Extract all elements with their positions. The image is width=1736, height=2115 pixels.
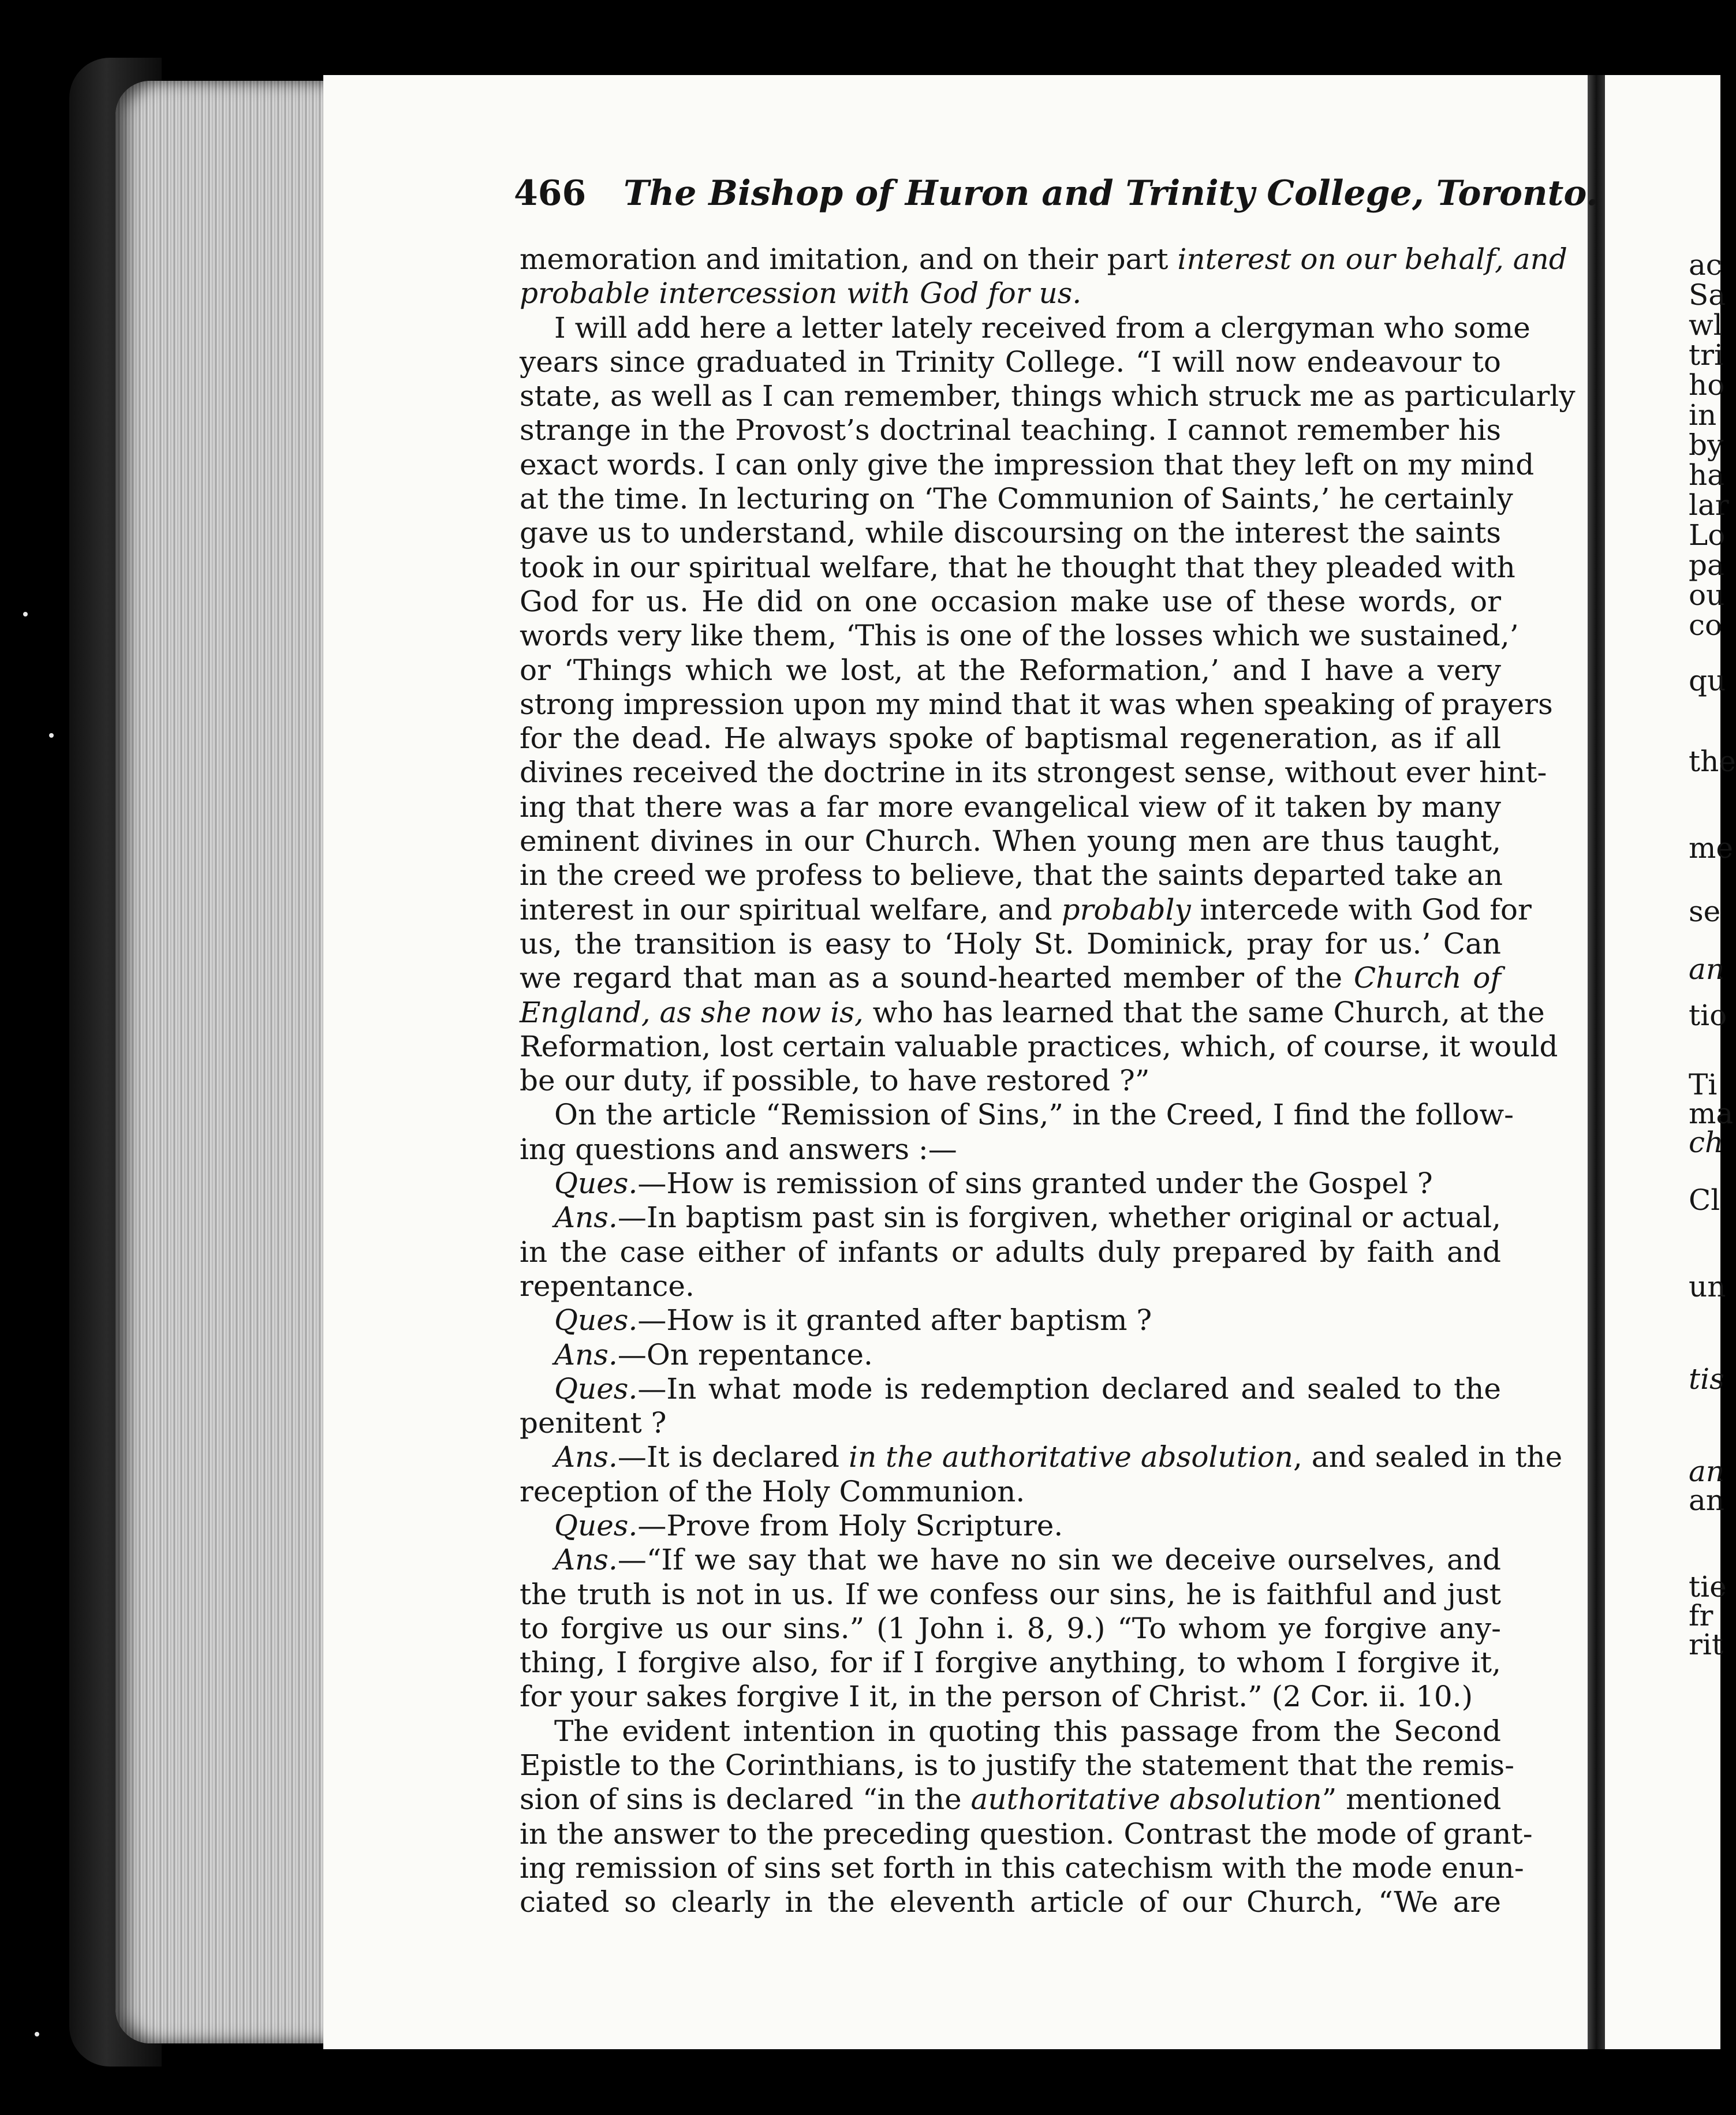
- right-page-fragment: tis: [1689, 1362, 1724, 1396]
- right-page-fragment: an: [1689, 1455, 1725, 1488]
- right-page-fragment: me: [1689, 831, 1734, 865]
- right-page-fragment: co: [1689, 608, 1723, 642]
- right-page-fragment: tio: [1689, 999, 1727, 1032]
- right-page-fragment: ma: [1689, 1097, 1734, 1130]
- text-line: Ques.—In what mode is redemption declared and sealed to the: [554, 1372, 1501, 1406]
- text-line: Ans.—On repentance.: [554, 1337, 873, 1372]
- text-line: ing questions and answers :—: [520, 1132, 957, 1166]
- text-line: The evident intention in quoting this passage from the Second: [554, 1714, 1501, 1748]
- right-page-fragment: ou: [1689, 578, 1725, 612]
- text-line: took in our spiritual welfare, that he thought that they pleaded with: [520, 550, 1515, 584]
- right-page-fragment: by: [1689, 428, 1724, 462]
- right-page-fragment: an: [1689, 952, 1725, 986]
- right-page-fragment: se: [1689, 895, 1721, 928]
- text-line: interest in our spiritual welfare, and probably intercede with God for: [520, 892, 1532, 926]
- text-line: reception of the Holy Communion.: [520, 1474, 1025, 1508]
- text-line: words very like them, ‘This is one of the losses which we sustained,’: [520, 619, 1519, 653]
- text-line: ing that there was a far more evangelical view of it taken by many: [520, 790, 1501, 824]
- text-line: in the answer to the preceding question. Contrast the mode of grant-: [520, 1817, 1533, 1851]
- scan-speck: [49, 733, 54, 738]
- right-page-fragment: ac: [1689, 248, 1722, 282]
- text-line: in the case either of infants or adults duly prepared by faith and: [520, 1235, 1501, 1269]
- text-line: exact words. I can only give the impression that they left on my mind: [520, 447, 1535, 481]
- right-page-fragment: ho: [1689, 368, 1725, 402]
- right-page-fragment: fr: [1689, 1599, 1713, 1632]
- right-page-fragment: Cl: [1689, 1183, 1720, 1217]
- right-page-fragment: un: [1689, 1270, 1726, 1303]
- text-line: the truth is not in us. If we confess our sins, he is faithful and just: [520, 1577, 1501, 1611]
- text-line: On the article “Remission of Sins,” in the Creed, I find the follow-: [554, 1098, 1514, 1132]
- text-line: for your sakes forgive I it, in the person of Christ.” (2 Cor. ii. 10.): [520, 1680, 1473, 1714]
- text-line: strange in the Provost’s doctrinal teaching. I cannot remember his: [520, 413, 1501, 447]
- text-line: Ques.—Prove from Holy Scripture.: [554, 1508, 1063, 1542]
- text-line: state, as well as I can remember, things which struck me as particularly: [520, 379, 1576, 413]
- page-number: 466: [514, 173, 587, 214]
- right-page-fragment: Lo: [1689, 518, 1726, 552]
- right-page-fragment: Sa: [1689, 278, 1726, 312]
- text-line: to forgive us our sins.” (1 John i. 8, 9.) “To whom ye forgive any-: [520, 1611, 1501, 1645]
- right-page-fragment: Ti: [1689, 1068, 1718, 1101]
- right-page-fragment: in: [1689, 398, 1717, 432]
- right-page-fragment: tri: [1689, 338, 1723, 372]
- text-line: be our duty, if possible, to have restored ?”: [520, 1064, 1150, 1098]
- page-header: [514, 173, 1599, 225]
- text-line: Ans.—It is declared in the authoritative absolution, and sealed in the: [554, 1440, 1563, 1474]
- scan-speck: [23, 612, 28, 616]
- right-page-fragment: ha: [1689, 458, 1725, 492]
- text-line: ing remission of sins set forth in this catechism with the mode enun-: [520, 1851, 1524, 1885]
- right-page-fragment: ch: [1689, 1126, 1724, 1159]
- right-page-fragment: lar: [1689, 488, 1729, 522]
- text-line: God for us. He did on one occasion make use of these words, or: [520, 584, 1501, 618]
- text-line: probable intercession with God for us.: [520, 276, 1082, 311]
- text-line: strong impression upon my mind that it was when speaking of prayers: [520, 687, 1553, 721]
- text-line: we regard that man as a sound-hearted member of the Church of: [520, 961, 1501, 995]
- right-page-fragment: rit: [1689, 1628, 1723, 1661]
- text-line: eminent divines in our Church. When young men are thus taught,: [520, 824, 1501, 858]
- page-block-edge: [115, 81, 335, 2043]
- text-line: in the creed we profess to believe, that the saints departed take an: [520, 858, 1503, 892]
- right-page-fragment: the: [1689, 745, 1736, 778]
- right-page-fragment: an: [1689, 1484, 1725, 1517]
- text-line: Ques.—How is it granted after baptism ?: [554, 1303, 1152, 1337]
- right-page-fragment: tie: [1689, 1570, 1727, 1604]
- text-line: memoration and imitation, and on their part interest on our behalf, and: [520, 242, 1567, 276]
- text-line: sion of sins is declared “in the authoritative absolution” mentioned: [520, 1783, 1502, 1817]
- text-line: gave us to understand, while discoursing on the interest the saints: [520, 516, 1501, 550]
- text-line: penitent ?: [520, 1406, 667, 1440]
- text-line: Ans.—“If we say that we have no sin we deceive ourselves, and: [554, 1543, 1501, 1577]
- text-line: for the dead. He always spoke of baptismal regeneration, as if all: [520, 722, 1501, 756]
- text-line: Epistle to the Corinthians, is to justify the statement that the remis-: [520, 1748, 1515, 1783]
- right-page-fragment: wl: [1689, 308, 1723, 342]
- book-gutter: [1588, 75, 1605, 2049]
- scan-speck: [35, 2032, 39, 2036]
- text-line: years since graduated in Trinity College. “I will now endeavour to: [520, 345, 1501, 379]
- right-page-fragment: qu: [1689, 664, 1726, 697]
- body-text: [520, 242, 1576, 1920]
- text-line: thing, I forgive also, for if I forgive anything, to whom I forgive it,: [520, 1646, 1501, 1680]
- text-line: or ‘Things which we lost, at the Reformation,’ and I have a very: [520, 653, 1501, 687]
- text-line: divines received the doctrine in its strongest sense, without ever hint-: [520, 756, 1547, 790]
- text-line: us, the transition is easy to ‘Holy St. Dominick, pray for us.’ Can: [520, 926, 1501, 961]
- text-line: England, as she now is, who has learned that the same Church, at the: [520, 995, 1545, 1029]
- text-line: Ans.—In baptism past sin is forgiven, whether original or actual,: [554, 1201, 1501, 1235]
- text-line: Ques.—How is remission of sins granted under the Gospel ?: [554, 1167, 1433, 1201]
- text-line: repentance.: [520, 1269, 695, 1303]
- text-line: ciated so clearly in the eleventh article of our Church, “We are: [520, 1885, 1501, 1919]
- right-page-fragment: pa: [1689, 548, 1724, 582]
- running-title: The Bishop of Huron and Trinity College, Toronto.: [624, 173, 1599, 214]
- text-line: Reformation, lost certain valuable practices, which, of course, it would: [520, 1029, 1558, 1063]
- text-line: at the time. In lecturing on ‘The Communion of Saints,’ he certainly: [520, 482, 1513, 516]
- text-line: I will add here a letter lately received from a clergyman who some: [554, 311, 1530, 345]
